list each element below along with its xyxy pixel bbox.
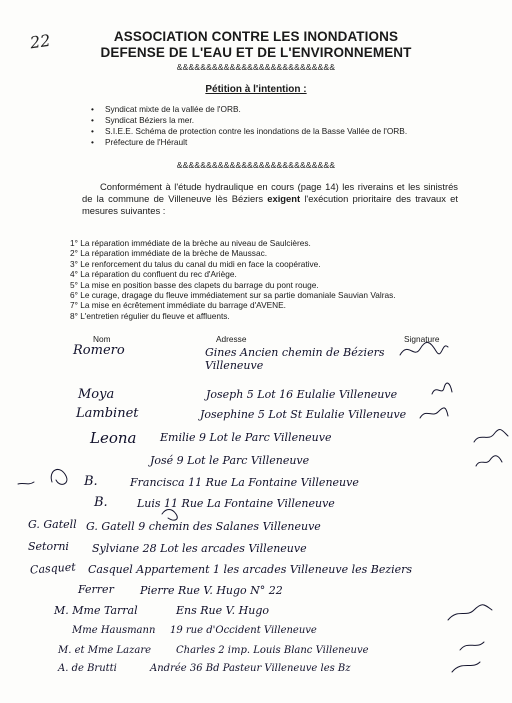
- petition-title: Pétition à l'intention :: [205, 84, 307, 95]
- signatory-name: Mme Hausmann: [72, 625, 156, 636]
- margin-note: 22: [28, 30, 52, 53]
- signatory-address: Pierre Rue V. Hugo N° 22: [140, 584, 283, 597]
- works-item: 4° La réparation du confluent du rec d'Ariège.: [70, 269, 237, 280]
- signatory-address: Sylviane 28 Lot les arcades Villeneuve: [92, 542, 307, 555]
- signatory-name: Setorni: [28, 540, 69, 553]
- works-item: 5° La mise en position basse des clapets du barrage du pont rouge.: [70, 279, 319, 290]
- signatory-address: Francisca 11 Rue La Fontaine Villeneuve: [130, 476, 359, 489]
- intro-emphasis: exigent: [267, 193, 301, 204]
- signatory-address: Joseph 5 Lot 16 Eulalie Villeneuve: [206, 388, 398, 401]
- signatory-name: Leona: [90, 429, 137, 447]
- signatory-name: Lambinet: [76, 406, 139, 421]
- works-item: 6° Le curage, dragage du fleuve immédiatement sur sa partie domaniale Sauvian Valras.: [70, 290, 396, 301]
- recipient-item: • S.I.E.E. Schéma de protection contre les inondations de la Basse Vallée de l'ORB.: [91, 126, 407, 137]
- works-item: 2° La réparation immédiate de la brèche de Maussac.: [70, 248, 268, 259]
- signatory-address: Casquel Appartement 1 les arcades Villeneuve les Beziers: [88, 563, 413, 576]
- works-item: 7° La mise en écrêtement immédiate du barrage d'AVENE.: [70, 300, 286, 311]
- association-title-line2: DEFENSE DE L'EAU ET DE L'ENVIRONNEMENT: [100, 45, 412, 60]
- signatory-name: B.: [84, 474, 98, 489]
- column-header-signature: Signature: [404, 334, 440, 344]
- recipient-item: • Syndicat Béziers la mer.: [91, 115, 407, 126]
- signatory-address: José 9 Lot le Parc Villeneuve: [150, 454, 310, 467]
- works-item: 8° L'entretien régulier du fleuve et affluents.: [70, 310, 230, 321]
- signatory-name: Moya: [78, 387, 115, 402]
- signatory-address: Andrée 36 Bd Pasteur Villeneuve les Bz: [150, 663, 351, 674]
- signatory-name: M. Mme Tarral: [54, 604, 138, 617]
- signatory-name: A. de Brutti: [58, 663, 117, 674]
- signatory-address: 19 rue d'Occident Villeneuve: [170, 625, 317, 636]
- intro-text-end: l'exécution prioritaire des travaux et mesures suivantes :: [82, 193, 458, 216]
- signatory-address: G. Gatell 9 chemin des Salanes Villeneuve: [86, 520, 321, 533]
- signatory-name: B.: [94, 495, 108, 510]
- signatory-address: Luis 11 Rue La Fontaine Villeneuve: [137, 497, 335, 510]
- association-title-line1: ASSOCIATION CONTRE LES INONDATIONS: [113, 29, 399, 44]
- recipient-item: • Syndicat mixte de la vallée de l'ORB.: [91, 104, 407, 115]
- signatory-name: Romero: [73, 343, 125, 358]
- signatory-name: Casquet: [29, 560, 77, 577]
- signatory-name: G. Gatell: [28, 518, 77, 531]
- works-item: 1° La réparation immédiate de la brèche au niveau de Saulcières.: [70, 238, 311, 248]
- signatory-address: Josephine 5 Lot St Eulalie Villeneuve: [200, 408, 407, 421]
- recipient-item: • Préfecture de l'Hérault: [91, 137, 407, 148]
- works-item: 3° Le renforcement du talus du canal du midi en face la coopérative.: [70, 258, 321, 269]
- separator: &&&&&&&&&&&&&&&&&&&&&&&&&&&: [176, 62, 336, 72]
- signatory-address: Ens Rue V. Hugo: [176, 604, 269, 617]
- signatory-name: M. et Mme Lazare: [58, 645, 152, 656]
- separator: &&&&&&&&&&&&&&&&&&&&&&&&&&&: [176, 160, 336, 170]
- signatory-address: Emilie 9 Lot le Parc Villeneuve: [160, 431, 332, 444]
- intro-text: Conformément à l'étude hydraulique en cours (page 14) les riverains et les sinistrés de la commune de Villeneuve lès Béziers: [82, 181, 458, 204]
- column-header-name: Nom: [93, 334, 111, 344]
- signatory-address: Charles 2 imp. Louis Blanc Villeneuve: [176, 645, 369, 656]
- signatory-address: Gines Ancien chemin de Béziers Villeneuve: [205, 346, 385, 372]
- column-header-address: Adresse: [216, 334, 247, 344]
- signatory-name: Ferrer: [78, 583, 114, 596]
